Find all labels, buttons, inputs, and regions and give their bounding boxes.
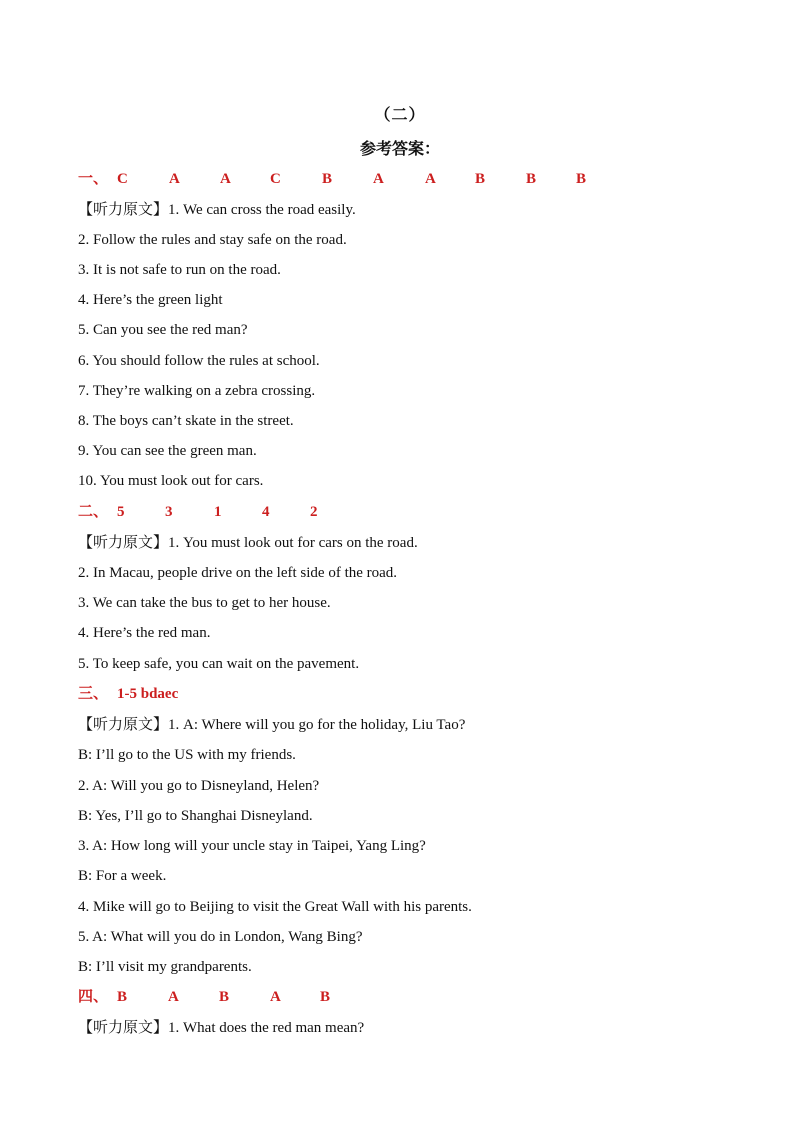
question-number-4: 四、 xyxy=(78,989,109,1005)
answer: A xyxy=(270,989,281,1005)
answer: A xyxy=(373,171,384,187)
answers-title: 参考答案： xyxy=(359,141,440,158)
answer: B xyxy=(475,171,486,187)
answer: A xyxy=(169,171,180,187)
transcript-line: 2. Follow the rules and stay safe on the road. xyxy=(78,232,347,248)
transcript-line: 4. Here’s the red man. xyxy=(78,625,211,641)
answer: 1 xyxy=(214,504,222,520)
answer: 3 xyxy=(165,504,173,520)
transcript-line: 3. It is not safe to run on the road. xyxy=(78,262,281,278)
transcript-line: 4. Here’s the green light xyxy=(78,292,223,308)
transcript-line: B: I’ll visit my grandparents. xyxy=(78,959,252,975)
answer: A xyxy=(425,171,436,187)
answer: A xyxy=(220,171,231,187)
answer: B xyxy=(117,989,128,1005)
transcript-line: 6. You should follow the rules at school. xyxy=(78,353,320,369)
answer: C xyxy=(117,171,128,187)
transcript-line: 9. You can see the green man. xyxy=(78,443,257,459)
answer: 4 xyxy=(262,504,270,520)
answer: 1-5 bdaec xyxy=(117,686,179,702)
answer: B xyxy=(322,171,333,187)
transcript-line: 5. To keep safe, you can wait on the pavement. xyxy=(78,656,360,672)
question-number-3: 三、 xyxy=(78,686,109,702)
transcript-line: 8. The boys can’t skate in the street. xyxy=(78,413,294,429)
transcript-line: 5. A: What will you do in London, Wang Bing? xyxy=(78,929,363,945)
transcript-line: B: I’ll go to the US with my friends. xyxy=(78,747,296,763)
transcript-line: 4. Mike will go to Beijing to visit the Great Wall with his parents. xyxy=(78,899,472,915)
transcript-line: 2. In Macau, people drive on the left side of the road. xyxy=(78,565,398,581)
transcript-line: 【听力原文】1. A: Where will you go for the holiday, Liu Tao? xyxy=(78,717,466,733)
answer: A xyxy=(168,989,179,1005)
section-title: （二） xyxy=(374,107,426,124)
transcript-line: B: Yes, I’ll go to Shanghai Disneyland. xyxy=(78,808,313,824)
transcript-line: 3. We can take the bus to get to her house. xyxy=(78,595,331,611)
answer: B xyxy=(576,171,587,187)
transcript-line: B: For a week. xyxy=(78,868,167,884)
transcript-line: 5. Can you see the red man? xyxy=(78,322,248,338)
transcript-line: 2. A: Will you go to Disneyland, Helen? xyxy=(78,778,320,794)
answer: B xyxy=(219,989,230,1005)
transcript-line: 3. A: How long will your uncle stay in Taipei, Yang Ling? xyxy=(78,838,426,854)
transcript-line: 10. You must look out for cars. xyxy=(78,473,264,489)
answer: B xyxy=(526,171,537,187)
transcript-line: 【听力原文】1. We can cross the road easily. xyxy=(78,202,356,218)
question-number-1: 一、 xyxy=(78,171,109,187)
transcript-line: 【听力原文】1. You must look out for cars on the road. xyxy=(78,535,418,551)
answer: C xyxy=(270,171,281,187)
question-number-2: 二、 xyxy=(78,504,109,520)
answer: 2 xyxy=(310,504,318,520)
answer: 5 xyxy=(117,504,125,520)
transcript-line: 7. They’re walking on a zebra crossing. xyxy=(78,383,316,399)
transcript-line: 【听力原文】1. What does the red man mean? xyxy=(78,1020,365,1036)
answer: B xyxy=(320,989,331,1005)
